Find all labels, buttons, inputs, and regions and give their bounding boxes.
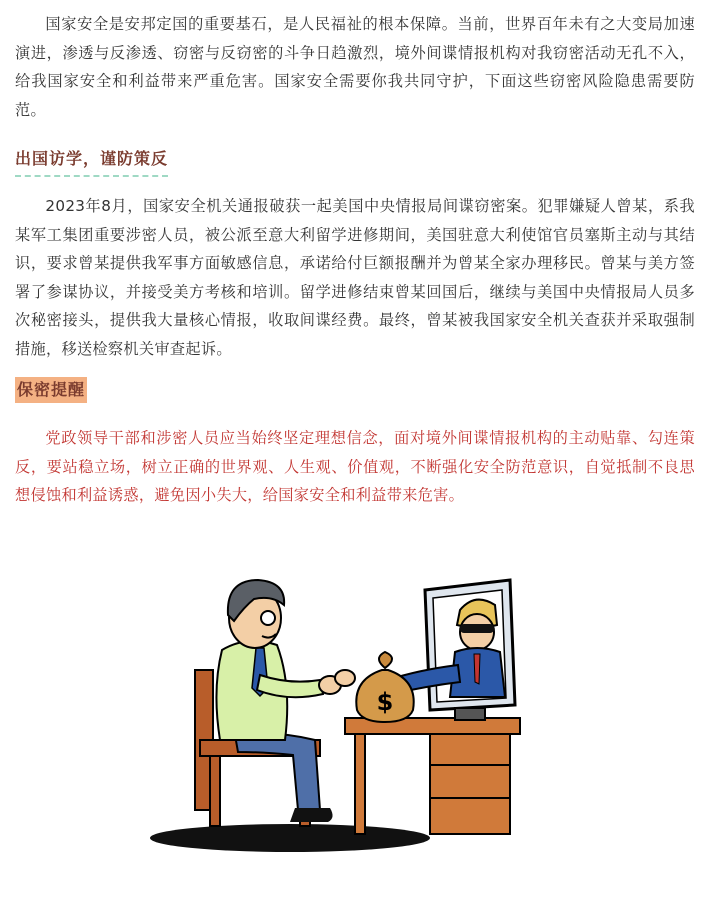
dollar-sign: $: [376, 688, 394, 716]
money-bag: [356, 652, 413, 722]
case-paragraph: 2023年8月，国家安全机关通报破获一起美国中央情报局间谍窃密案。犯罪嫌疑人曾某，系我某军工集团重要涉密人员，被公派至意大利留学进修期间，美国驻意大利使馆官员塞斯主动与其结识，要求曾某提供我军事方面敏感信息，承诺给付巨额报酬并为曾某全家办理移民。曾某与美方签署了参谋协议，并接受美方考核和培训。留学进修结束曾某回国后，继续与美国中央情报局人员多次秘密接头，提供我大量核心情报，收取间谍经费。最终，曾某被我国家安全机关查获并采取强制措施，移送检察机关审查起诉。: [15, 197, 695, 358]
glasses: [261, 611, 275, 625]
espionage-illustration: [140, 570, 560, 870]
man-figure: [216, 580, 355, 822]
shoe: [290, 808, 333, 822]
section-heading-reminder: 保密提醒: [15, 377, 87, 403]
floor-shadow: [150, 824, 430, 852]
intro-paragraph: 国家安全是安邦定国的重要基石，是人民福祉的根本保障。当前，世界百年未有之大变局加速演进，渗透与反渗透、窃密与反窃密的斗争日趋激烈，境外间谍情报机构对我窃密活动无孔不入，给我国家安全和利益带来严重危害。国家安全需要你我共同守护，下面这些窃密风险隐患需要防范。: [15, 15, 695, 119]
reminder-paragraph: 党政领导干部和涉密人员应当始终坚定理想信念，面对境外间谍情报机构的主动贴靠、勾连策反，要站稳立场，树立正确的世界观、人生观、价值观，不断强化安全防范意识，自觉抵制不良思想侵蚀和利益诱惑，避免因小失大，给国家安全和利益带来危害。: [15, 429, 695, 504]
section-heading-study-abroad: 出国访学，谨防策反: [15, 146, 168, 177]
desk: [345, 718, 520, 834]
